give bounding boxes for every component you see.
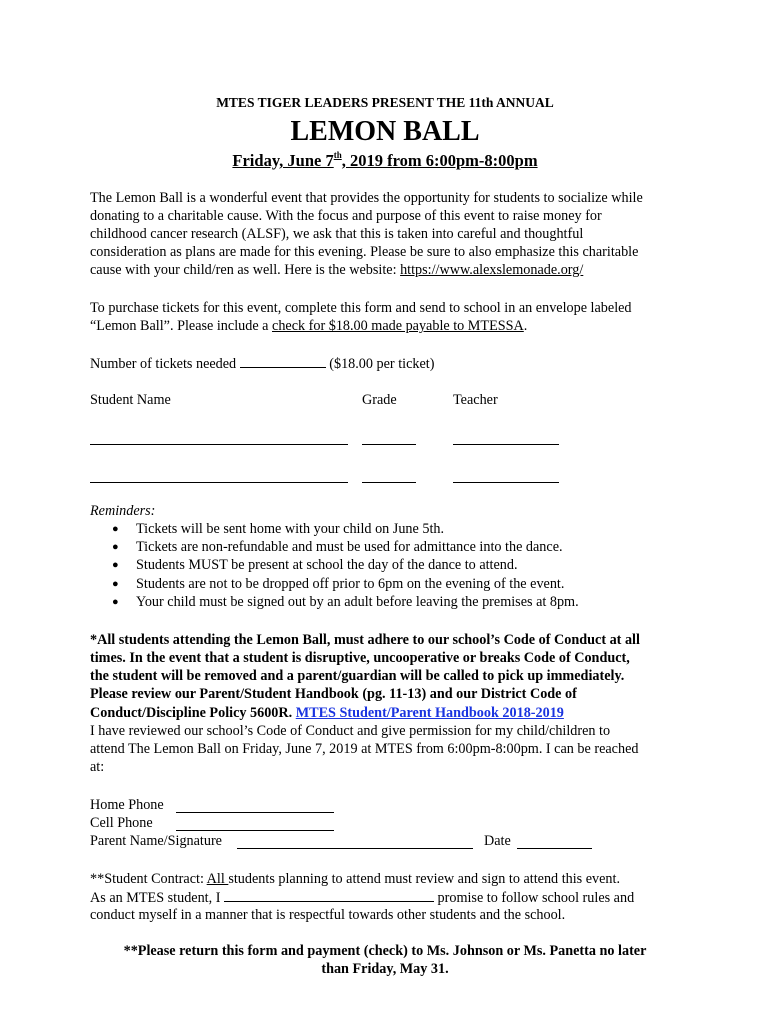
reminder-item: Tickets will be sent home with your child on June 5th. xyxy=(136,521,445,537)
parent-signature-field[interactable] xyxy=(237,848,473,849)
contract-line-1-rest: students planning to attend must review and sign to attend this event. xyxy=(228,871,621,887)
handbook-link[interactable]: MTES Student/Parent Handbook 2018-2019 xyxy=(295,705,564,721)
bullet: ● xyxy=(112,578,119,590)
conduct-line-1: *All students attending the Lemon Ball, must adhere to our school’s Code of Conduct at all xyxy=(90,632,640,648)
grade-field-2[interactable] xyxy=(362,482,416,483)
purchase-line-2 xyxy=(90,317,527,335)
conduct-line-3: the student will be removed and a parent/guardian will be called to pick up immediately. xyxy=(90,668,625,684)
event-date-part1: Friday, June 7 xyxy=(232,151,334,170)
reminder-item: Students are not to be dropped off prior to 6pm on the evening of the event. xyxy=(136,576,565,592)
tickets-count-field[interactable] xyxy=(240,354,326,368)
conduct-line-2: times. In the event that a student is disruptive, uncooperative or breaks Code of Conduct, xyxy=(90,650,630,666)
page-title: LEMON BALL xyxy=(290,116,480,147)
tickets-price-note: ($18.00 per ticket) xyxy=(325,356,435,372)
col-student-name: Student Name xyxy=(90,392,171,408)
permission-line-1: I have reviewed our school’s Code of Conduct and give permission for my child/children to xyxy=(90,723,611,739)
policy-reference: Conduct/Discipline Policy 5600R. xyxy=(90,705,296,721)
grade-field-1[interactable] xyxy=(362,444,416,445)
contract-heading: **Student Contract: xyxy=(90,871,207,887)
footer-line-2: than Friday, May 31. xyxy=(321,961,449,977)
bullet: ● xyxy=(112,559,119,571)
intro-line-5 xyxy=(90,261,583,279)
cell-phone-label: Cell Phone xyxy=(90,815,153,831)
col-teacher: Teacher xyxy=(453,392,498,408)
intro-line-5-text: cause with your child/ren as well. Here is the website: xyxy=(90,262,401,278)
intro-line-3: childhood cancer research (ALSF), we ask that this is taken into careful and thoughtful xyxy=(90,226,584,242)
purchase-line-2-text: “Lemon Ball”. Please include a xyxy=(90,318,273,334)
event-date-part2: , 2019 from 6:00pm-8:00pm xyxy=(341,151,538,170)
presents-heading: MTES TIGER LEADERS PRESENT THE 11th ANNUAL xyxy=(216,95,554,110)
contract-line-1 xyxy=(90,870,620,888)
footer-line-1: **Please return this form and payment (check) to Ms. Johnson or Ms. Panetta no later xyxy=(123,943,647,959)
website-link[interactable]: https://www.alexslemonade.org/ xyxy=(400,262,584,278)
contract-line-3: conduct myself in a manner that is respectful towards other students and the school. xyxy=(90,907,566,923)
contract-line-2-end: promise to follow school rules and xyxy=(434,890,635,906)
contract-line-2-start: As an MTES student, I xyxy=(90,890,224,906)
bullet: ● xyxy=(112,596,119,608)
tickets-label: Number of tickets needed xyxy=(90,356,240,372)
parent-signature-label: Parent Name/Signature xyxy=(90,833,222,849)
tickets-row xyxy=(90,354,434,373)
contract-all: All xyxy=(206,871,229,887)
purchase-line-2-end: . xyxy=(523,318,528,334)
purchase-line-1: To purchase tickets for this event, complete this form and send to school in an envelope labeled xyxy=(90,300,632,316)
date-field[interactable] xyxy=(517,848,592,849)
intro-line-2: donating to a charitable cause. With the focus and purpose of this event to raise money for xyxy=(90,208,602,224)
bullet: ● xyxy=(112,523,119,535)
cell-phone-field[interactable] xyxy=(176,830,334,831)
teacher-field-1[interactable] xyxy=(453,444,559,445)
conduct-line-5 xyxy=(90,704,564,722)
home-phone-field[interactable] xyxy=(176,812,334,813)
permission-line-3: at: xyxy=(90,759,105,775)
event-date xyxy=(0,151,770,171)
home-phone-label: Home Phone xyxy=(90,797,164,813)
reminders-heading: Reminders: xyxy=(90,503,156,519)
date-label: Date xyxy=(484,833,511,849)
contract-line-2 xyxy=(90,888,634,907)
bullet: ● xyxy=(112,541,119,553)
col-grade: Grade xyxy=(362,392,397,408)
reminder-item: Your child must be signed out by an adult before leaving the premises at 8pm. xyxy=(136,594,579,610)
permission-line-2: attend The Lemon Ball on Friday, June 7, 2019 at MTES from 6:00pm-8:00pm. I can be reached xyxy=(90,741,639,757)
reminder-item: Tickets are non-refundable and must be used for admittance into the dance. xyxy=(136,539,563,555)
event-date-sup: th xyxy=(333,149,342,160)
intro-line-1: The Lemon Ball is a wonderful event that provides the opportunity for students to socialize while xyxy=(90,190,643,206)
payment-instruction: check for $18.00 made payable to MTESSA xyxy=(272,318,524,334)
teacher-field-2[interactable] xyxy=(453,482,559,483)
reminder-item: Students MUST be present at school the day of the dance to attend. xyxy=(136,557,518,573)
conduct-line-4: Please review our Parent/Student Handbook (pg. 11-13) and our District Code of xyxy=(90,686,577,702)
student-name-field-2[interactable] xyxy=(90,482,348,483)
student-name-signature-field[interactable] xyxy=(224,888,434,902)
intro-line-4: consideration as plans are made for this evening. Please be sure to also emphasize this charitable xyxy=(90,244,639,260)
student-name-field-1[interactable] xyxy=(90,444,348,445)
